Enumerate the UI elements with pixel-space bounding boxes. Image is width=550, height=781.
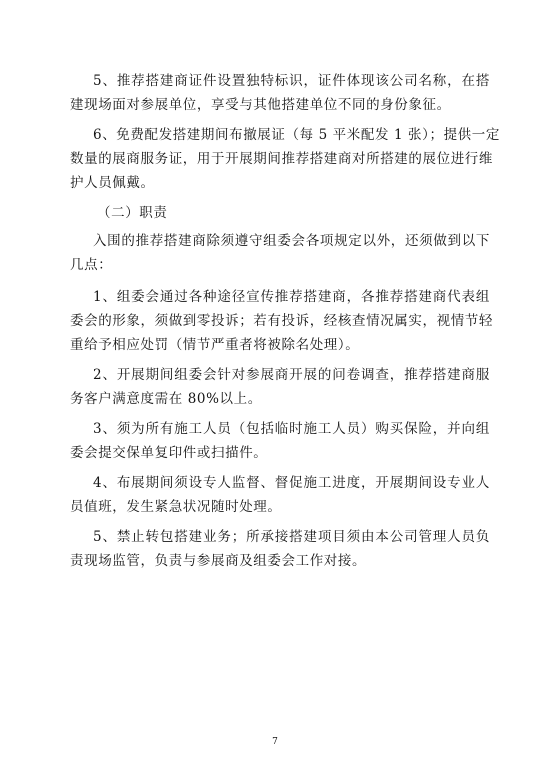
page-number: 7 (272, 737, 278, 747)
text-line: 4、布展期间须设专人监督、督促施工进度，开展期间设专业人 (93, 475, 490, 491)
text-line: 护人员佩戴。 (70, 175, 155, 191)
text-line: 入围的推荐搭建商除须遵守组委会各项规定以外，还须做到以下 (93, 233, 490, 249)
section-heading: （二）职责 (97, 205, 168, 221)
text-line: 建现场面对参展单位，享受与其他搭建单位不同的身份象征。 (70, 97, 451, 113)
text-line: 数量的展商服务证，用于开展期间推荐搭建商对所搭建的展位进行维 (70, 151, 493, 167)
text-line: 委会提交保单复印件或扫描件。 (70, 445, 268, 461)
text-line: 3、须为所有施工人员（包括临时施工人员）购买保险，并向组 (93, 421, 490, 437)
text-line: 责现场监管，负责与参展商及组委会工作对接。 (70, 553, 367, 569)
text-line: 1、组委会通过各种途径宣传推荐搭建商，各推荐搭建商代表组 (93, 289, 490, 305)
text-line: 2、开展期间组委会针对参展商开展的问卷调查，推荐搭建商服 (93, 367, 490, 383)
text-line: 重给予相应处罚（情节严重者将被除名处理）。 (70, 337, 360, 353)
text-line: 5、禁止转包搭建业务；所承接搭建项目须由本公司管理人员负 (93, 529, 490, 545)
text-line: 务客户满意度需在 80%以上。 (70, 391, 262, 407)
text-line: 委会的形象，须做到零投诉；若有投诉，经核查情况属实，视情节轻 (70, 313, 493, 329)
text-line: 5、推荐搭建商证件设置独特标识，证件体现该公司名称，在搭 (93, 73, 490, 89)
text-line: 员值班，发生紧急状况随时处理。 (70, 499, 282, 515)
text-line: 6、免费配发搭建期间布撤展证（每 5 平米配发 1 张）；提供一定 (93, 127, 500, 143)
text-line: 几点： (70, 257, 113, 273)
